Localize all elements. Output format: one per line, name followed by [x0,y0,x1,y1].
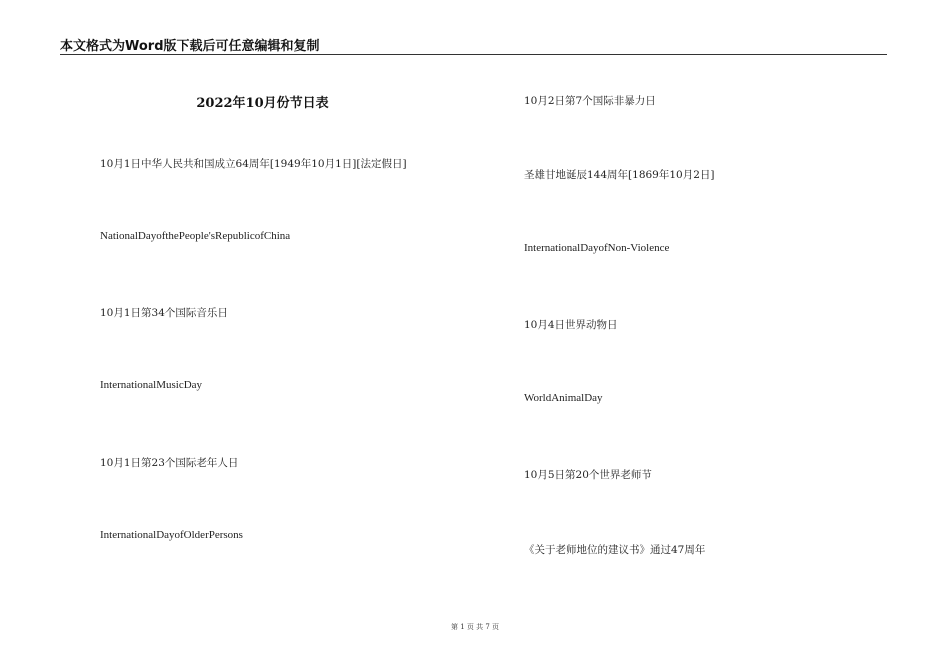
left-line-5: 10月1日第23个国际老年人日 [100,457,239,469]
header-text: 本文格式为Word版下载后可任意编辑和复制 [60,39,320,54]
right-line-1: 10月2日第7个国际非暴力日 [524,95,656,107]
left-line-6: InternationalDayofOlderPersons [100,529,243,541]
right-line-3: InternationalDayofNon-Violence [524,242,670,254]
right-line-7: 《关于老师地位的建议书》通过47周年 [524,544,706,556]
page-footer: 第 1 页 共 7 页 [450,623,500,631]
right-line-4: 10月4日世界动物日 [524,319,618,331]
page-header [60,34,887,55]
right-line-5: WorldAnimalDay [524,392,603,404]
right-line-6: 10月5日第20个世界老师节 [524,469,652,481]
document-title: 2022年10月份节日表 [196,96,329,111]
right-line-2: 圣雄甘地诞辰144周年[1869年10月2日] [524,169,715,181]
left-line-4: InternationalMusicDay [100,379,203,391]
left-line-1: 10月1日中华人民共和国成立64周年[1949年10月1日][法定假日] [100,158,407,170]
left-line-3: 10月1日第34个国际音乐日 [100,307,228,319]
left-line-2: NationalDayofthePeople'sRepublicofChina [100,230,291,242]
